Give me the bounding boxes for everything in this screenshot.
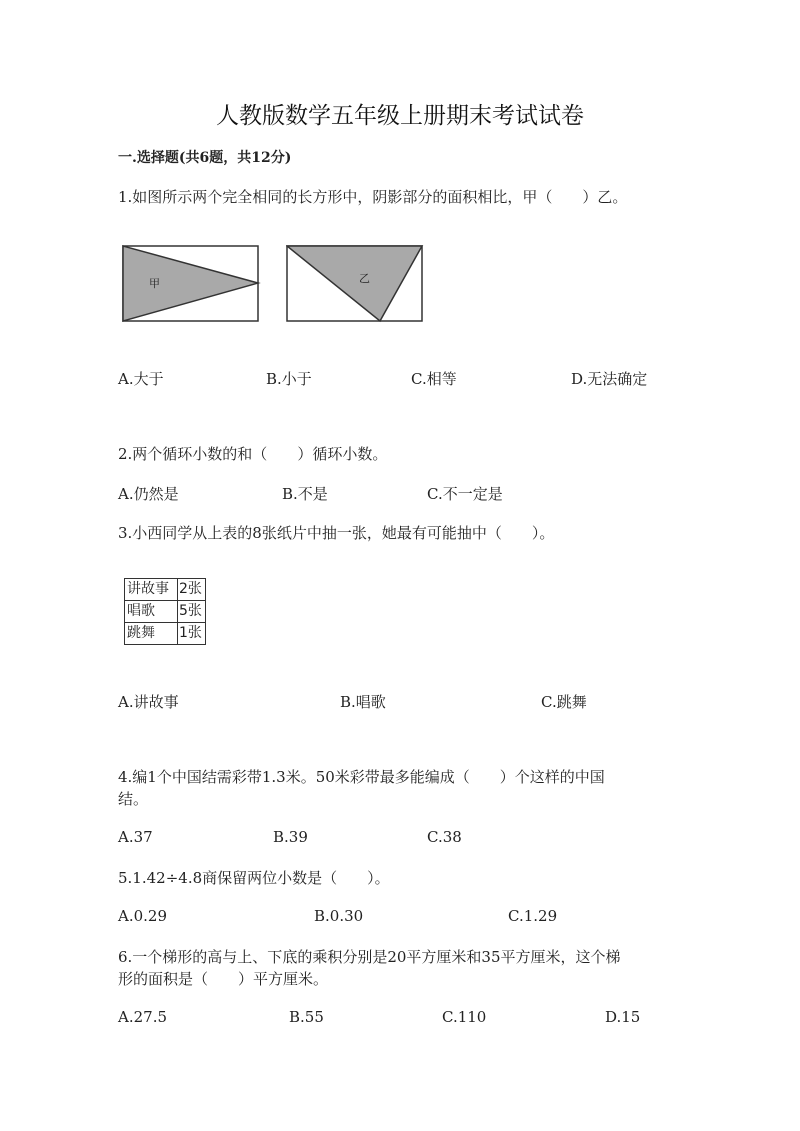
table-cell: 5张	[178, 601, 206, 623]
page-title: 人教版数学五年级上册期末考试试卷	[216, 103, 584, 129]
q4-option-b[interactable]: B.39	[273, 828, 308, 846]
figure-label-jia: 甲	[149, 277, 160, 290]
table-cell: 2张	[178, 579, 206, 601]
q5-option-a[interactable]: A.0.29	[118, 907, 167, 925]
q6-option-d[interactable]: D.15	[605, 1008, 641, 1026]
table-cell: 1张	[178, 623, 206, 645]
q2-option-c[interactable]: C.不一定是	[427, 485, 503, 503]
q1-option-b[interactable]: B.小于	[266, 370, 312, 388]
q2-option-a[interactable]: A.仍然是	[118, 485, 179, 503]
question-4-line-1: 4.编1个中国结需彩带1.3米。50米彩带最多能编成（ ）个这样的中国	[118, 768, 605, 786]
q1-option-a[interactable]: A.大于	[118, 370, 164, 388]
table-row	[125, 623, 206, 645]
table-row	[125, 579, 206, 601]
q4-option-a[interactable]: A.37	[118, 828, 153, 846]
question-6-line-2: 形的面积是（ ）平方厘米。	[118, 970, 329, 988]
section-heading: 一.选择题(共6题，共12分)	[118, 150, 292, 166]
question-1-figure-left	[122, 245, 262, 325]
card-count-table	[124, 578, 206, 645]
question-3-text: 3.小西同学从上表的8张纸片中抽一张，她最有可能抽中（ ）。	[118, 524, 555, 542]
question-2-text: 2.两个循环小数的和（ ）循环小数。	[118, 445, 388, 463]
q5-option-c[interactable]: C.1.29	[508, 907, 558, 925]
q6-option-c[interactable]: C.110	[442, 1008, 487, 1026]
table-cell: 讲故事	[125, 579, 178, 601]
table-cell: 跳舞	[125, 623, 178, 645]
q3-option-c[interactable]: C.跳舞	[541, 693, 587, 711]
q6-option-b[interactable]: B.55	[289, 1008, 324, 1026]
q3-option-b[interactable]: B.唱歌	[340, 693, 386, 711]
q4-option-c[interactable]: C.38	[427, 828, 462, 846]
question-6-line-1: 6.一个梯形的高与上、下底的乘积分别是20平方厘米和35平方厘米，这个梯	[118, 948, 621, 966]
q6-option-a[interactable]: A.27.5	[118, 1008, 167, 1026]
q1-option-c[interactable]: C.相等	[411, 370, 457, 388]
question-5-text: 5.1.42÷4.8商保留两位小数是（ ）。	[118, 869, 390, 887]
q2-option-b[interactable]: B.不是	[282, 485, 328, 503]
q1-option-d[interactable]: D.无法确定	[571, 370, 648, 388]
table-row	[125, 601, 206, 623]
question-1-figure-right	[286, 245, 426, 325]
table-cell: 唱歌	[125, 601, 178, 623]
figure-label-yi: 乙	[359, 272, 370, 285]
q5-option-b[interactable]: B.0.30	[314, 907, 364, 925]
question-4-line-2: 结。	[118, 790, 149, 808]
q3-option-a[interactable]: A.讲故事	[118, 693, 179, 711]
question-1-text: 1.如图所示两个完全相同的长方形中，阴影部分的面积相比，甲（ ）乙。	[118, 188, 628, 206]
